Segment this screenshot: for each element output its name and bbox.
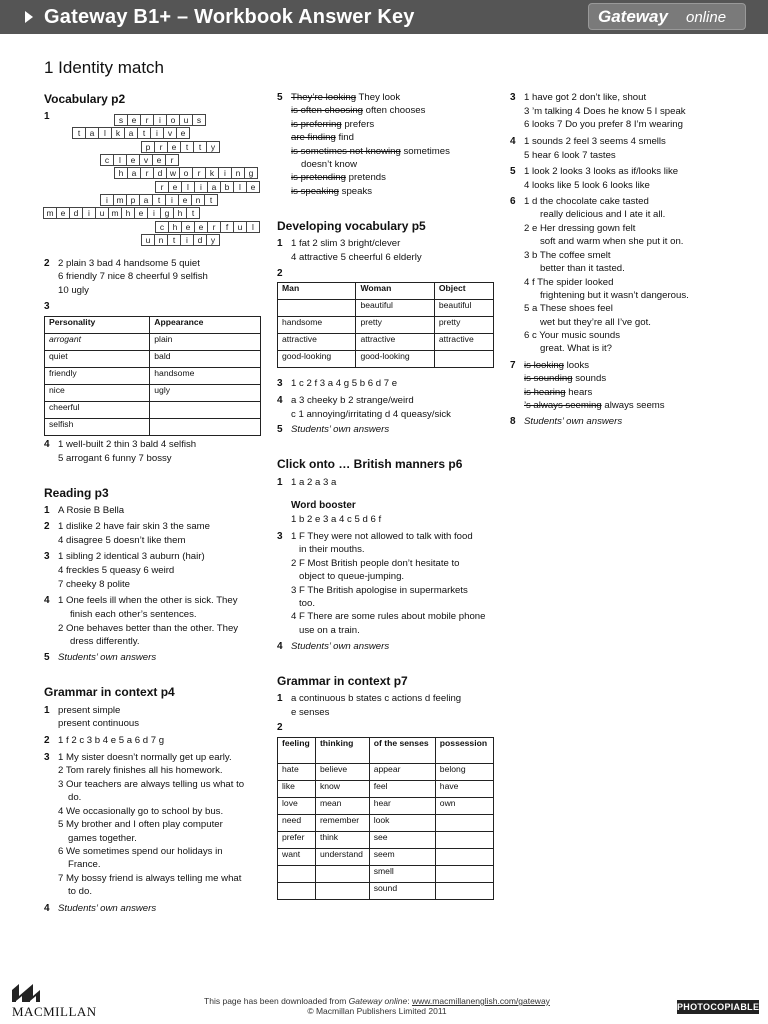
struck-text: is preferring (291, 118, 342, 130)
table-cell: have (435, 781, 493, 798)
table-header-cell: thinking (315, 738, 369, 764)
table-cell: sound (369, 883, 435, 900)
table-cell (278, 300, 356, 317)
table-cell: quiet (45, 351, 150, 368)
crossword-cell: t (72, 127, 86, 139)
crossword-cell: r (207, 221, 221, 233)
table-cell: hate (278, 764, 316, 781)
struck-answer-line (524, 386, 592, 399)
table-cell: smell (369, 866, 435, 883)
crossword-cell: a (127, 167, 141, 179)
table-cell: handsome (150, 368, 261, 385)
table-cell: attractive (434, 334, 493, 351)
crossword-row (115, 114, 206, 126)
table-cell: pretty (434, 317, 493, 334)
crossword-row (142, 141, 220, 153)
table-cell: nice (45, 385, 150, 402)
crossword-cell: t (152, 194, 166, 206)
header-bar (0, 0, 768, 34)
table-row (278, 866, 494, 883)
table-cell (435, 849, 493, 866)
crossword-cell: k (205, 167, 219, 179)
table-cell: beautiful (356, 300, 434, 317)
page-header-title: Gateway B1+ – Workbook Answer Key (44, 6, 415, 28)
table-cell: want (278, 849, 316, 866)
table-cell: handsome (278, 317, 356, 334)
table-header-cell: Personality (45, 317, 150, 334)
grammar-p4-heading: Grammar in context p4 (44, 685, 175, 699)
table-cell: look (369, 815, 435, 832)
table-header-cell: of the senses (369, 738, 435, 764)
crossword-cell: i (147, 207, 161, 219)
table-cell: believe (315, 764, 369, 781)
corrected-text: doesn’t know (301, 159, 357, 170)
struck-answer-line (291, 145, 450, 158)
crossword-cell: l (181, 181, 195, 193)
crossword-cell: h (173, 207, 187, 219)
crossword-cell: y (206, 141, 220, 153)
table-row (45, 351, 261, 368)
photocopiable-badge: PHOTOCOPIABLE (677, 1002, 760, 1012)
crossword-cell: w (166, 167, 180, 179)
crossword-cell: n (231, 167, 245, 179)
crossword-cell: v (163, 127, 177, 139)
crossword-row (73, 127, 190, 139)
macmillan-wordmark: MACMILLAN (12, 1004, 97, 1019)
crossword-row (156, 181, 260, 193)
corrected-text: They look (356, 92, 401, 103)
crossword-cell: s (192, 114, 206, 126)
struck-text: is often choosing (291, 105, 363, 117)
crossword-cell: r (140, 167, 154, 179)
table-cell (150, 419, 261, 436)
crossword-cell: s (114, 114, 128, 126)
crossword-cell: r (154, 141, 168, 153)
table-row (45, 368, 261, 385)
corrected-text: prefers (341, 118, 375, 130)
word-booster-answers: 1 b 2 e 3 a 4 c 5 d 6 f (291, 514, 382, 525)
crossword-cell: u (141, 234, 155, 246)
struck-text: is sometimes not knowing (291, 145, 401, 157)
table-row (278, 849, 494, 866)
crossword-cell: u (179, 114, 193, 126)
corrected-text: speaks (339, 185, 373, 197)
crossword-cell: c (155, 221, 169, 233)
table-cell (435, 832, 493, 849)
corrected-text: often chooses (363, 105, 426, 117)
table-cell: belong (435, 764, 493, 781)
vocabulary-heading: Vocabulary p2 (44, 92, 126, 106)
crossword-cell: e (178, 194, 192, 206)
table-row (278, 781, 494, 798)
table-cell (315, 883, 369, 900)
table-cell: need (278, 815, 316, 832)
crossword-cell: d (153, 167, 167, 179)
crossword-cell: a (85, 127, 99, 139)
crossword-cell: i (153, 114, 167, 126)
crossword-cell: m (43, 207, 57, 219)
crossword-cell: i (194, 181, 208, 193)
crossword-cell: g (244, 167, 258, 179)
struck-answer-line (291, 118, 374, 131)
table-cell (434, 351, 493, 368)
table-header-row (45, 317, 261, 334)
table-cell: think (315, 832, 369, 849)
crossword-cell: b (220, 181, 234, 193)
table-cell: pretty (356, 317, 434, 334)
crossword-cell: t (137, 127, 151, 139)
table-header-cell: possession (435, 738, 493, 764)
verb-type-table (277, 737, 494, 900)
crossword-row (101, 154, 179, 166)
crossword-cell: e (56, 207, 70, 219)
crossword-cell: d (69, 207, 83, 219)
crossword-cell: e (134, 207, 148, 219)
struck-answer-line (524, 372, 606, 385)
crossword-cell: e (126, 154, 140, 166)
struck-text: is looking (524, 360, 564, 371)
table-cell: good-looking (356, 351, 434, 368)
table-row (45, 385, 261, 402)
corrected-text: find (335, 132, 354, 144)
table-cell: selfish (45, 419, 150, 436)
crossword-cell: i (218, 167, 232, 179)
crossword-cell: t (193, 141, 207, 153)
footer (0, 990, 768, 1024)
crossword-cell: a (139, 194, 153, 206)
crossword-cell: r (140, 114, 154, 126)
reading-heading: Reading p3 (44, 486, 109, 500)
unit-title: 1 Identity match (44, 58, 165, 77)
crossword-cell: f (220, 221, 234, 233)
crossword-cell: h (114, 167, 128, 179)
table-header-row (278, 738, 494, 764)
crossword-cell: u (233, 221, 247, 233)
struck-answer-line (524, 399, 665, 412)
crossword-cell: n (154, 234, 168, 246)
table-cell: seem (369, 849, 435, 866)
crossword-cell: a (124, 127, 138, 139)
word-booster-heading: Word booster (291, 500, 356, 511)
crossword-cell: l (246, 221, 260, 233)
table-row (278, 351, 494, 368)
crossword-cell: m (108, 207, 122, 219)
crossword-cell: p (126, 194, 140, 206)
table-cell (278, 866, 316, 883)
crossword-cell: t (180, 141, 194, 153)
table-cell: love (278, 798, 316, 815)
table-cell (150, 402, 261, 419)
crossword-cell: r (192, 167, 206, 179)
crossword-row (44, 207, 200, 219)
struck-text: is pretending (291, 172, 346, 184)
crossword-cell: t (167, 234, 181, 246)
table-cell: attractive (356, 334, 434, 351)
table-cell: attractive (278, 334, 356, 351)
table-cell (315, 866, 369, 883)
corrected-text: sounds (572, 373, 607, 385)
table-cell: understand (315, 849, 369, 866)
download-notice: This page has been downloaded from Gateway online: www.macmillanenglish.com/gateway © Macmillan Publishers Limited 2011 (204, 996, 550, 1016)
personality-appearance-table (44, 316, 261, 436)
crossword-row (101, 194, 218, 206)
table-cell: prefer (278, 832, 316, 849)
struck-text: is sounding (524, 373, 573, 385)
crossword-cell: m (113, 194, 127, 206)
table-cell (435, 815, 493, 832)
crossword-row (142, 234, 220, 246)
table-row (278, 832, 494, 849)
table-row (45, 334, 261, 351)
crossword-cell: e (181, 221, 195, 233)
crossword-cell: d (193, 234, 207, 246)
table-row (278, 815, 494, 832)
table-cell (278, 883, 316, 900)
corrected-text: sometimes (400, 145, 450, 157)
crossword-row (115, 167, 258, 179)
table-cell: own (435, 798, 493, 815)
click-onto-heading: Click onto … British manners p6 (277, 457, 463, 471)
table-cell: arrogant (45, 334, 150, 351)
copyright: © Macmillan Publishers Limited 2011 (307, 1006, 447, 1016)
struck-answer-line (291, 131, 354, 144)
crossword-cell: k (111, 127, 125, 139)
crossword-cell: a (207, 181, 221, 193)
table-header-cell: Object (434, 283, 493, 300)
table-cell: bald (150, 351, 261, 368)
corrected-text: pretends (345, 172, 386, 184)
table-row (278, 883, 494, 900)
struck-answer-line (291, 91, 400, 104)
table-cell: friendly (45, 368, 150, 385)
table-cell: like (278, 781, 316, 798)
struck-text: are finding (291, 132, 336, 144)
crossword-cell: e (246, 181, 260, 193)
struck-answer-line (291, 171, 386, 184)
crossword-cell: e (152, 154, 166, 166)
grammar-p7-heading: Grammar in context p7 (277, 674, 408, 688)
table-header-row (278, 283, 494, 300)
table-cell: mean (315, 798, 369, 815)
crossword-cell: r (165, 154, 179, 166)
crossword-cell: i (100, 194, 114, 206)
table-row (278, 798, 494, 815)
table-cell: cheerful (45, 402, 150, 419)
table-cell: know (315, 781, 369, 798)
crossword-cell: l (98, 127, 112, 139)
crossword-cell: e (127, 114, 141, 126)
table-cell: ugly (150, 385, 261, 402)
crossword-cell: l (233, 181, 247, 193)
crossword-cell: i (165, 194, 179, 206)
crossword-cell: e (168, 181, 182, 193)
table-header-cell: feeling (278, 738, 316, 764)
struck-answer-line (301, 158, 357, 171)
crossword-cell: p (141, 141, 155, 153)
struck-text: ’s always seeming (524, 400, 602, 412)
crossword-cell: i (82, 207, 96, 219)
crossword-row (156, 221, 260, 233)
struck-text: They’re looking (291, 92, 357, 103)
crossword-cell: o (179, 167, 193, 179)
table-row (278, 334, 494, 351)
crossword-cell: l (113, 154, 127, 166)
table-cell: beautiful (434, 300, 493, 317)
struck-answer-line (524, 359, 589, 372)
table-row (278, 317, 494, 334)
table-cell: good-looking (278, 351, 356, 368)
crossword-cell: g (160, 207, 174, 219)
struck-answer-line (291, 104, 425, 117)
corrected-text: hears (565, 386, 593, 398)
table-header-cell: Man (278, 283, 356, 300)
gateway-online-logo: Gateway online (588, 3, 746, 30)
table-cell (435, 866, 493, 883)
gateway-url-link[interactable]: www.macmillanenglish.com/gateway (411, 996, 550, 1006)
table-row (278, 300, 494, 317)
table-cell: hear (369, 798, 435, 815)
crossword-cell: i (180, 234, 194, 246)
table-cell: see (369, 832, 435, 849)
table-cell: feel (369, 781, 435, 798)
crossword-cell: u (95, 207, 109, 219)
macmillan-logo-icon (10, 982, 42, 1004)
struck-answer-line (291, 185, 372, 198)
crossword-cell: y (206, 234, 220, 246)
crossword-cell: o (166, 114, 180, 126)
crossword-cell: c (100, 154, 114, 166)
corrected-text: always seems (601, 400, 665, 412)
crossword-cell: e (194, 221, 208, 233)
table-header-cell: Woman (356, 283, 434, 300)
crossword-cell: r (155, 181, 169, 193)
crossword-cell: e (167, 141, 181, 153)
corrected-text: looks (564, 360, 590, 371)
struck-text: is hearing (524, 386, 566, 398)
arrow-right-icon (25, 11, 33, 23)
crossword-cell: n (191, 194, 205, 206)
crossword-cell: v (139, 154, 153, 166)
man-woman-object-table (277, 282, 494, 368)
table-header-cell: Appearance (150, 317, 261, 334)
crossword-cell: t (204, 194, 218, 206)
table-cell (435, 883, 493, 900)
table-cell: plain (150, 334, 261, 351)
table-cell: remember (315, 815, 369, 832)
crossword-cell: t (186, 207, 200, 219)
table-row (45, 419, 261, 436)
crossword-cell: h (168, 221, 182, 233)
struck-text: is speaking (291, 185, 339, 197)
developing-vocabulary-heading: Developing vocabulary p5 (277, 219, 426, 233)
table-cell: appear (369, 764, 435, 781)
table-row (278, 764, 494, 781)
crossword-cell: h (121, 207, 135, 219)
table-row (45, 402, 261, 419)
crossword-cell: i (150, 127, 164, 139)
crossword-cell: e (176, 127, 190, 139)
